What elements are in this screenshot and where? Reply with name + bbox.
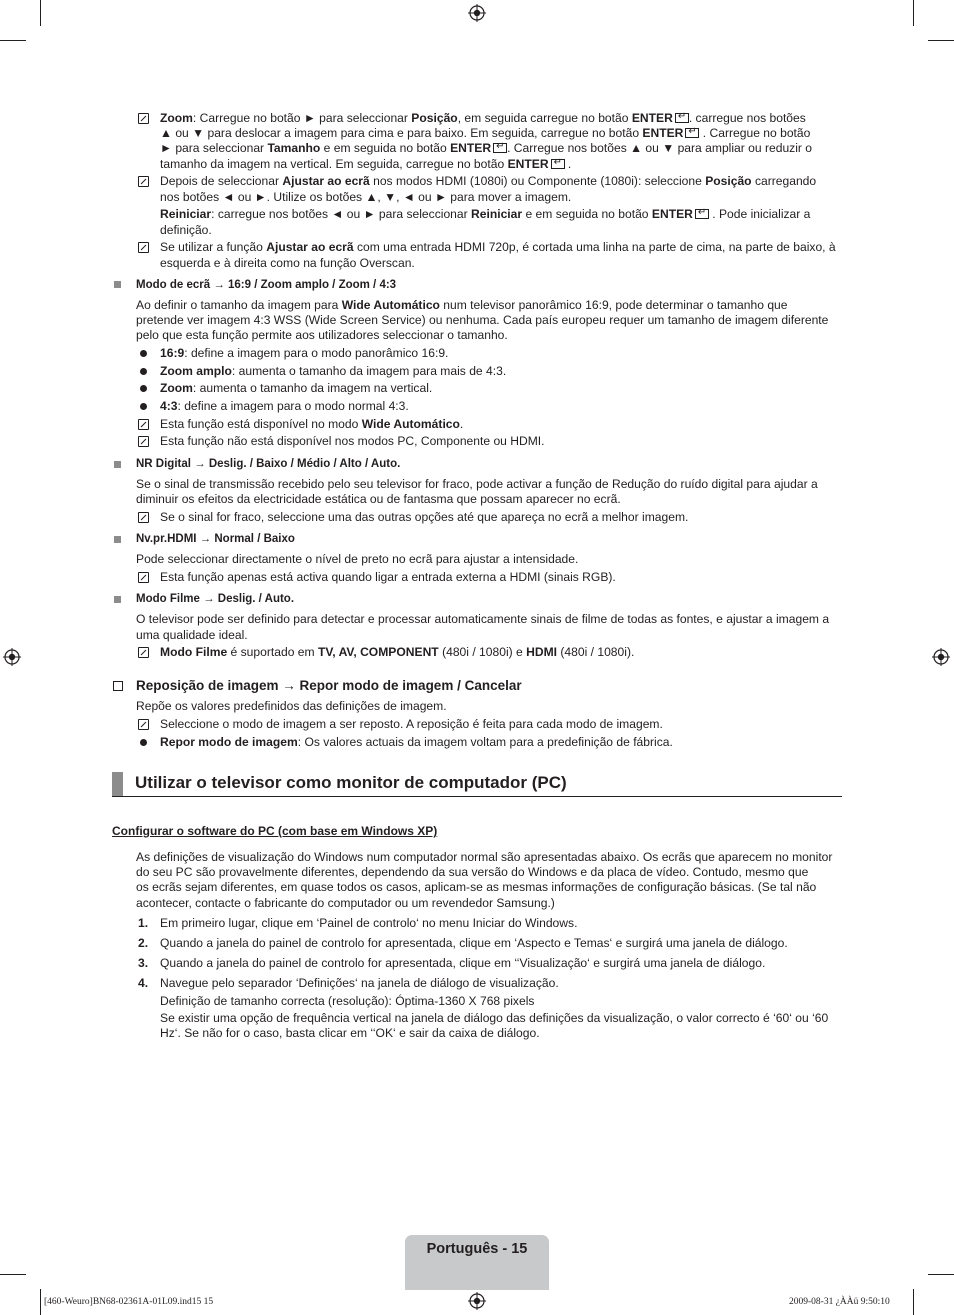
film-heading: Modo Filme → Deslig. / Auto. — [136, 593, 295, 605]
screen-mode-text: pelo que esta função permite aos utilizadores seleccionar o tamanho. — [136, 328, 508, 342]
registration-mark-icon — [3, 648, 21, 666]
hdmi-note-line: nos botões ◄ ou ►. Utilize os botões ▲, ▼, ◄ ou ► para mover a imagem. — [160, 190, 572, 204]
crop-mark — [0, 40, 26, 41]
hdmi-note-line: Reiniciar: carregue nos botões ◄ ou ► para seleccionar Reiniciar e em seguida no botão ENTER↵ . Pode inicializar a — [160, 207, 810, 223]
step-text: Hz‘. Se não for o caso, basta clicar em ‘‘OK‘ e sair da caixa de diálogo. — [160, 1026, 540, 1040]
nr-heading: NR Digital → Deslig. / Baixo / Médio / Alto / Auto. — [136, 458, 401, 470]
nr-text: Se o sinal de transmissão recebido pelo seu televisor for fraco, pode activar a função de Redução do ruído digital para ajudar a — [136, 477, 818, 491]
note-icon — [138, 436, 149, 447]
step-number: 4. — [138, 976, 149, 990]
step-number: 2. — [138, 936, 149, 950]
registration-mark-icon — [932, 648, 950, 666]
list-item: 4:3: define a imagem para o modo normal 4:3. — [160, 399, 409, 413]
note-icon — [138, 242, 149, 253]
film-note: Modo Filme é suportado em TV, AV, COMPONENT (480i / 1080i) e HDMI (480i / 1080i). — [160, 645, 635, 659]
hdmi-black-text: Pode seleccionar directamente o nível de preto no ecrã para ajustar a intensidade. — [136, 552, 579, 566]
screen-mode-note: Esta função está disponível no modo Wide Automático. — [160, 417, 464, 431]
zoom-note-line: ► para seleccionar Tamanho e em seguida no botão ENTER↵ . Carregue nos botões ▲ ou ▼ para ampliar ou reduzir o — [160, 141, 812, 157]
section-title: Utilizar o televisor como monitor de computador (PC) — [135, 773, 567, 792]
nr-note: Se o sinal for fraco, seleccione uma das outras opções até que apareça no ecrã a melhor imagem. — [160, 510, 689, 524]
crop-mark — [913, 1289, 914, 1315]
section-divider — [112, 796, 842, 797]
step-text: Definição de tamanho correcta (resolução): Óptima-1360 X 768 pixels — [160, 994, 535, 1008]
pc-text: do seu PC são provavelmente diferentes, dependendo da sua versão do Windows e da placa de vídeo. Contudo, mesmo que — [136, 865, 809, 879]
enter-key-icon — [675, 113, 689, 123]
square-bullet-icon — [114, 281, 121, 288]
screen-mode-text: pretende ver imagem 4:3 WSS (Wide Screen Service) ou nenhuma. Cada país europeu requer um tamanho de imagem diferente — [136, 313, 829, 327]
square-bullet-icon — [114, 536, 121, 543]
zoom-note-line: ▲ ou ▼ para deslocar a imagem para cima e para baixo. Em seguida, carregue no botão ENTER↵ . Carregue no botão — [160, 126, 810, 142]
pc-text: As definições de visualização do Windows num computador normal são apresentadas abaixo. Os ecrãs que aparecem no monitor — [136, 850, 833, 864]
hdmi720-note-line: Se utilizar a função Ajustar ao ecrã com uma entrada HDMI 720p, é cortada uma linha na parte de cima, na parte de baixo, à — [160, 240, 836, 254]
step-number: 1. — [138, 916, 149, 930]
list-item: Zoom amplo: aumenta o tamanho da imagem para mais de 4:3. — [160, 364, 507, 378]
square-bullet-icon — [114, 596, 121, 603]
zoom-note-line: tamanho da imagem na vertical. Em seguida, carregue no botão ENTER↵ . — [160, 157, 571, 173]
screen-mode-note: Esta função não está disponível nos modos PC, Componente ou HDMI. — [160, 434, 545, 448]
enter-key-icon — [695, 209, 709, 219]
pc-text: os ecrãs sejam diferentes, em quase todos os casos, aplicam-se as mesmas informações de configuração básicas. (Se tal não — [136, 880, 817, 894]
registration-mark-icon — [468, 4, 486, 22]
enter-key-icon — [685, 128, 699, 138]
enter-key-icon — [551, 159, 565, 169]
file-info: [460-Weuro]BN68-02361A-01L09.ind15 15 — [44, 1297, 214, 1307]
note-icon — [138, 572, 149, 583]
bullet-icon — [140, 368, 147, 375]
zoom-note-line: Zoom: Carregue no botão ► para seleccionar Posição, em seguida carregue no botão ENTER↵ . carregue nos botões — [160, 111, 806, 127]
hdmi-black-note: Esta função apenas está activa quando ligar a entrada externa a HDMI (sinais RGB). — [160, 570, 616, 584]
screen-mode-heading: Modo de ecrã → 16:9 / Zoom amplo / Zoom / 4:3 — [136, 279, 397, 291]
note-icon — [138, 419, 149, 430]
note-icon — [138, 719, 149, 730]
note-icon — [138, 113, 149, 124]
reset-text: Repõe os valores predefinidos das definições de imagem. — [136, 699, 447, 713]
list-item: 16:9: define a imagem para o modo panorâmico 16:9. — [160, 346, 449, 360]
crop-mark — [913, 0, 914, 26]
screen-mode-text: Ao definir o tamanho da imagem para Wide Automático num televisor panorâmico 16:9, pode determinar o tamanho que — [136, 298, 788, 312]
step-number: 3. — [138, 956, 149, 970]
bullet-icon — [140, 739, 147, 746]
step-text: Em primeiro lugar, clique em ‘Painel de controlo‘ no menu Iniciar do Windows. — [160, 916, 578, 930]
checkbox-bullet-icon — [113, 681, 123, 691]
crop-mark — [928, 1274, 954, 1275]
crop-mark — [40, 1289, 41, 1315]
step-text: Se existir uma opção de frequência vertical na janela de diálogo das definições da visualização, o valor correcto é ‘60‘ ou ‘60 — [160, 1011, 829, 1025]
pc-text: acontecer, contacte o fabricante do computador ou um revendedor Samsung.) — [136, 896, 555, 910]
subsection-title: Configurar o software do PC (com base em Windows XP) — [112, 824, 438, 838]
page-number: Português - 15 — [426, 1241, 528, 1257]
enter-key-icon — [493, 143, 507, 153]
step-text: Quando a janela do painel de controlo for apresentada, clique em ‘‘Visualização‘ e surgirá uma janela de diálogo. — [160, 956, 766, 970]
note-icon — [138, 512, 149, 523]
reset-note: Seleccione o modo de imagem a ser reposto. A reposição é feita para cada modo de imagem. — [160, 717, 663, 731]
film-text: O televisor pode ser definido para detectar e processar automaticamente sinais de filme de todas as fontes, e ajustar a imagem a — [136, 612, 830, 626]
reset-heading: Reposição de imagem → Repor modo de imagem / Cancelar — [136, 678, 522, 693]
bullet-icon — [140, 350, 147, 357]
step-text: Quando a janela do painel de controlo for apresentada, clique em ‘Aspecto e Temas‘ e surgirá uma janela de diálogo. — [160, 936, 788, 950]
note-icon — [138, 647, 149, 658]
nr-text: diminuir os efeitos da electricidade estática ou de fantasma que possam aparecer no ecrã. — [136, 492, 621, 506]
note-icon — [138, 176, 149, 187]
bullet-icon — [140, 385, 147, 392]
print-timestamp: 2009-08-31 ¿ÀÀü 9:50:10 — [789, 1297, 890, 1307]
hdmi-black-heading: Nv.pr.HDMI → Normal / Baixo — [136, 533, 295, 545]
crop-mark — [40, 0, 41, 26]
step-text: Navegue pelo separador ‘Definições‘ na janela de diálogo de visualização. — [160, 976, 559, 990]
section-marker — [112, 772, 123, 796]
crop-mark — [0, 1274, 26, 1275]
crop-mark — [928, 40, 954, 41]
film-text: uma qualidade ideal. — [136, 628, 248, 642]
registration-mark-icon — [468, 1292, 486, 1310]
list-item: Zoom: aumenta o tamanho da imagem na vertical. — [160, 381, 433, 395]
list-item: Repor modo de imagem: Os valores actuais da imagem voltam para a predefinição de fábrica. — [160, 735, 673, 749]
bullet-icon — [140, 403, 147, 410]
hdmi-note-line: Depois de seleccionar Ajustar ao ecrã nos modos HDMI (1080i) ou Componente (1080i): seleccione Posição carregando — [160, 174, 817, 188]
hdmi-note-line: definição. — [160, 223, 212, 237]
square-bullet-icon — [114, 461, 121, 468]
hdmi720-note-line: esquerda e à direita como na função Overscan. — [160, 256, 415, 270]
